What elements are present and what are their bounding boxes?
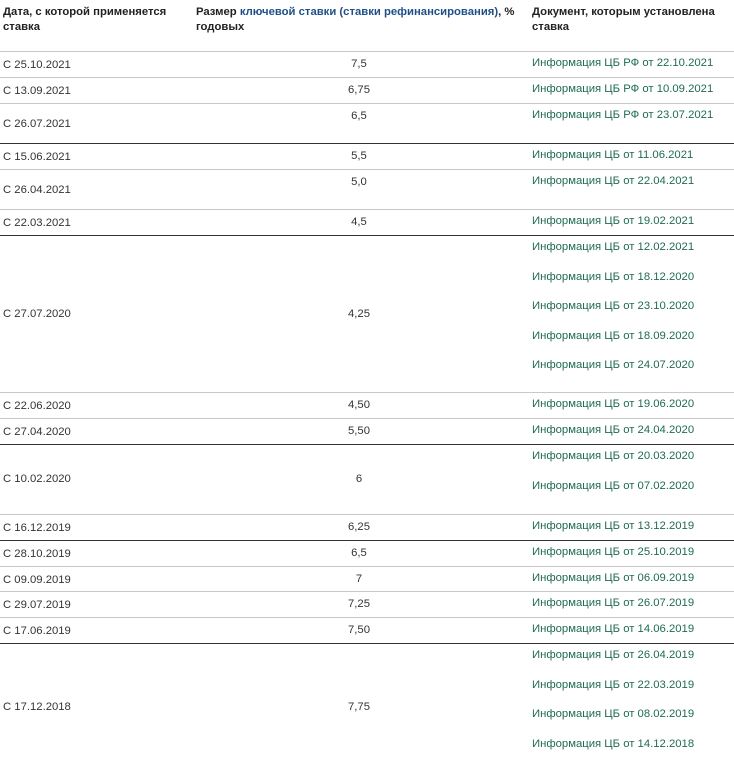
rate-column-header xyxy=(196,5,526,35)
row-rate: 4,50 xyxy=(348,399,370,411)
row-date: С 17.06.2019 xyxy=(3,625,71,637)
document-link[interactable]: Информация ЦБ от 14.06.2019 xyxy=(532,623,695,635)
row-rate: 5,5 xyxy=(351,150,367,162)
row-date: С 26.04.2021 xyxy=(3,184,71,196)
document-link[interactable]: Информация ЦБ от 18.09.2020 xyxy=(532,330,695,342)
row-rate: 7,5 xyxy=(351,58,367,70)
table-header xyxy=(0,0,734,48)
row-rate: 6,75 xyxy=(348,84,370,96)
table-row xyxy=(0,169,734,210)
document-link[interactable]: Информация ЦБ от 08.02.2019 xyxy=(532,708,695,720)
table-row xyxy=(0,51,734,78)
document-link[interactable]: Информация ЦБ от 24.07.2020 xyxy=(532,359,695,371)
date-column-header: Дата, с которой применяется ставка xyxy=(3,6,167,33)
document-link[interactable]: Информация ЦБ от 23.10.2020 xyxy=(532,300,695,312)
document-link[interactable]: Информация ЦБ от 24.04.2020 xyxy=(532,424,695,436)
table-row xyxy=(0,77,734,104)
row-rate: 5,0 xyxy=(351,176,367,188)
table-row xyxy=(0,643,734,771)
document-link[interactable]: Информация ЦБ РФ от 22.10.2021 xyxy=(532,57,714,69)
row-rate: 5,50 xyxy=(348,425,370,437)
row-date: С 13.09.2021 xyxy=(3,85,71,97)
document-link[interactable]: Информация ЦБ от 07.02.2020 xyxy=(532,480,695,492)
row-date: С 09.09.2019 xyxy=(3,574,71,586)
row-date: С 29.07.2019 xyxy=(3,599,71,611)
row-rate: 6,5 xyxy=(351,547,367,559)
rate-column-header-suffix: , % годовых xyxy=(196,6,515,33)
row-rate: 4,5 xyxy=(351,216,367,228)
document-link[interactable]: Информация ЦБ от 14.12.2018 xyxy=(532,738,695,750)
document-link[interactable]: Информация ЦБ от 26.07.2019 xyxy=(532,597,695,609)
table-row xyxy=(0,103,734,144)
row-rate: 4,25 xyxy=(348,308,370,320)
document-link[interactable]: Информация ЦБ от 11.06.2021 xyxy=(532,149,694,161)
document-column-header: Документ, которым установлена ставка xyxy=(532,6,715,33)
table-row xyxy=(0,209,734,236)
row-rate: 7,25 xyxy=(348,598,370,610)
document-link[interactable]: Информация ЦБ от 20.03.2020 xyxy=(532,450,695,462)
row-rate: 7,75 xyxy=(348,701,370,713)
document-link[interactable]: Информация ЦБ от 12.02.2021 xyxy=(532,241,695,253)
row-rate: 6 xyxy=(355,473,363,485)
row-date: С 10.02.2020 xyxy=(3,473,71,485)
table-row xyxy=(0,540,734,567)
table-row xyxy=(0,617,734,644)
document-link[interactable]: Информация ЦБ от 19.02.2021 xyxy=(532,215,695,227)
document-link[interactable]: Информация ЦБ от 22.04.2021 xyxy=(532,175,695,187)
table-row xyxy=(0,418,734,445)
document-link[interactable]: Информация ЦБ от 18.12.2020 xyxy=(532,271,695,283)
document-link[interactable]: Информация ЦБ от 25.10.2019 xyxy=(532,546,695,558)
row-date: С 27.04.2020 xyxy=(3,426,71,438)
row-date: С 27.07.2020 xyxy=(3,308,71,320)
row-date: С 15.06.2021 xyxy=(3,151,71,163)
document-link[interactable]: Информация ЦБ от 26.04.2019 xyxy=(532,649,695,661)
table-row xyxy=(0,444,734,515)
row-rate: 7 xyxy=(355,573,363,585)
row-date: С 22.06.2020 xyxy=(3,400,71,412)
table-row xyxy=(0,514,734,541)
row-rate: 6,25 xyxy=(348,521,370,533)
document-link[interactable]: Информация ЦБ РФ от 10.09.2021 xyxy=(532,83,714,95)
row-date: С 28.10.2019 xyxy=(3,548,71,560)
row-date: С 17.12.2018 xyxy=(3,701,71,713)
row-date: С 25.10.2021 xyxy=(3,59,71,71)
row-date: С 22.03.2021 xyxy=(3,217,71,229)
table-row xyxy=(0,591,734,618)
row-date: С 16.12.2019 xyxy=(3,522,71,534)
rate-column-header-prefix: Размер xyxy=(196,6,240,18)
document-link[interactable]: Информация ЦБ от 13.12.2019 xyxy=(532,520,695,532)
document-link[interactable]: Информация ЦБ от 22.03.2019 xyxy=(532,679,695,691)
table-row xyxy=(0,566,734,592)
row-rate: 7,50 xyxy=(348,624,370,636)
document-link[interactable]: Информация ЦБ РФ от 23.07.2021 xyxy=(532,109,714,121)
table-row xyxy=(0,392,734,419)
row-date: С 26.07.2021 xyxy=(3,118,71,130)
row-rate: 6,5 xyxy=(351,110,367,122)
key-rate-link[interactable]: ключевой ставки (ставки рефинансирования) xyxy=(239,6,499,18)
document-link[interactable]: Информация ЦБ от 06.09.2019 xyxy=(532,572,695,584)
document-link[interactable]: Информация ЦБ от 19.06.2020 xyxy=(532,398,695,410)
table-row xyxy=(0,235,734,393)
table-row xyxy=(0,143,734,170)
